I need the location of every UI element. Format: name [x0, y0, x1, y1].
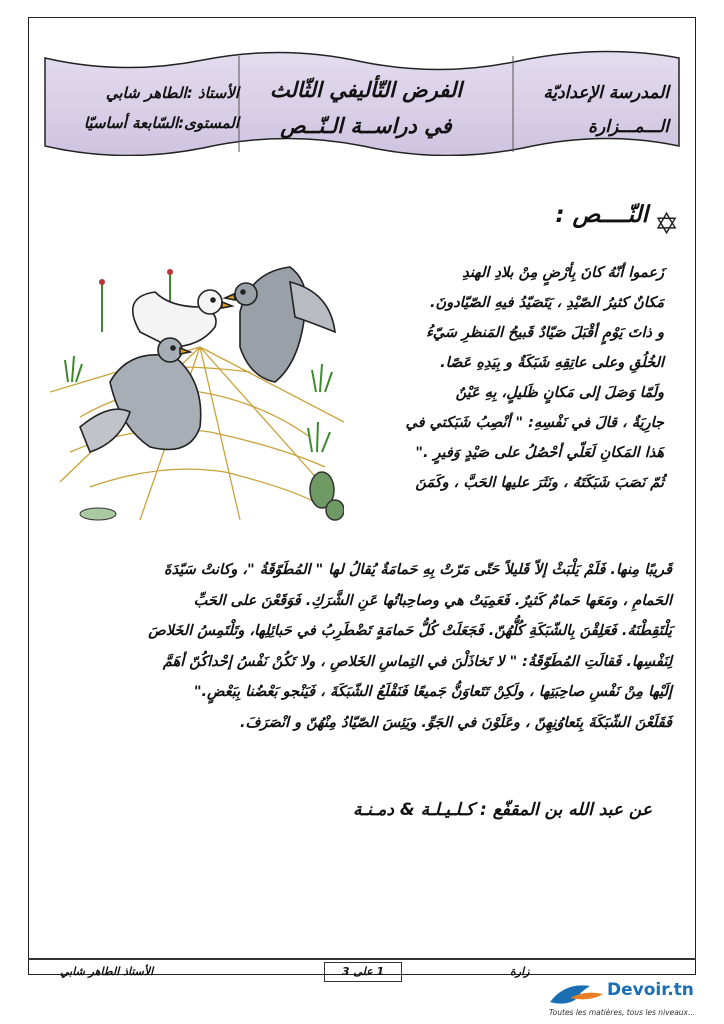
footer-city: زارة	[510, 965, 530, 978]
text-line: يَلْتَقِطْنَهُ. فَعَلِقْنَ بِالشّبَكَةِ كُلُّهُنّ. فَجَعَلَتْ كُلُّ حَمامَةٍ تَضْطَرِبُ في حَبائِلِها، وتَلْتَمِسُ الخَلاصَ	[148, 623, 672, 639]
text-line: جارِيَةٌ ، قالَ في نَفْسِهِ: " أنْصِبُ شَبَكتي في	[405, 415, 664, 431]
text-section-title: النّــــص :	[555, 202, 648, 228]
six-point-star-icon: ✡	[654, 207, 680, 242]
text-line: الحَمامِ ، ومَعَها حَمامٌ كَثيرٌ. فَعَمِيَتْ هي وصاحِباتُها عَنِ الشَّرَكِ. فَوَقَعْنَ على الحَبِّ	[193, 592, 672, 609]
devoir-brand: Devoir.tn	[607, 980, 694, 1000]
school-line-2: الـــمـــزارة	[588, 117, 669, 137]
text-line: ولَمّا وَصَلَ إلى مَكانٍ ظَليلٍ، بِهِ عَيْنٌ	[455, 385, 664, 401]
doves-net-illustration	[50, 252, 344, 522]
devoir-slogan: Toutes les matières, tous les niveaux...	[549, 1008, 696, 1017]
exam-line-1: الفرض التّأليفي الثّالث	[269, 78, 463, 102]
text-line: هَذا المَكانِ لَعَلّي أحْصُلُ على صَيْدٍ وَفيرٍ ."	[415, 445, 664, 461]
teacher-line-1: الأستاذ :الطاهر شابي	[105, 84, 239, 102]
text-paragraph-wide	[52, 555, 672, 738]
footer-divider	[28, 958, 696, 960]
devoir-logo[interactable]	[545, 980, 715, 1020]
teacher-info	[49, 78, 239, 138]
text-line: زَعموا أنّهُ كانَ بِأرْضٍ مِنْ بلادِ الهندِ	[462, 265, 664, 281]
footer-teacher: الأستاذ الطاهر شابي	[60, 965, 154, 978]
header-banner	[43, 48, 681, 156]
page-number: 1 على 3	[324, 962, 402, 982]
teacher-line-2: المستوى:السّابعة أساسيّا	[83, 114, 239, 132]
text-line: الخُلُقِ وعلى عاتِقِهِ شَبَكَةٌ و بِيَدِهِ عَصًا.	[440, 355, 664, 371]
text-line: و ذاتَ يَوْمٍ أقْبَلَ صَيّادٌ قَبيحُ المَنظرِ سَيّءُ	[425, 325, 664, 341]
exam-title	[231, 72, 501, 144]
text-line: لِنَفْسِها. فَقالَتِ المُطَوّقَةُ: " لا تَخاذَلْنَ في التِماسِ الخَلاصِ ، ولا تَكُنْ نَفْسُ إحْداكُنّ أهَمَّ	[162, 653, 672, 670]
school-line-1: المدرسة الإعداديّة	[543, 83, 669, 103]
text-line: قَريبًا مِنها. فَلَمْ يَلْبَثْ إلاّ قَليلاً حَتّى مَرّتْ بِهِ حَمامَةٌ يُقالُ لها " المُطَوّقَةُ "، وكانتْ سَيّدَةَ	[163, 562, 672, 578]
text-paragraph-narrow	[354, 258, 664, 498]
exam-line-2: في دراســة الـنّــص	[280, 114, 452, 138]
devoir-bird-icon	[545, 980, 605, 1010]
school-name	[519, 76, 669, 144]
text-line: إلَيْها مِنْ نَفْسِ صاحِبَتِها ، ولَكِنْ تَتَعاوَنُّ جَميعًا فَنَقْلَعُ الشّبَكَةَ ، فَيَنْجو بَعْضُنا بِبَعْضٍ."	[193, 684, 672, 700]
text-line: مَكانٌ كثيرُ الصّيْدِ ، يَتَصَيّدُ فيهِ الصّيّادونَ.	[430, 295, 664, 311]
text-source: عن عبد الله بن المقفّع : كـلـيـلـة & دمـنـة	[353, 800, 652, 820]
text-line: فَقَلَعْنَ الشّبَكَةَ بِتَعاوُنِهِنّ ، وعَلَوْنَ في الجَوِّ. ويَئِسَ الصّيّادُ مِنْهُنّ و انْصَرَفَ.	[239, 714, 672, 731]
text-line: ثُمّ نَصَبَ شَبَكَتَهُ ، ونَثَرَ عليها الحَبَّ ، وكَمَنَ	[415, 475, 664, 491]
